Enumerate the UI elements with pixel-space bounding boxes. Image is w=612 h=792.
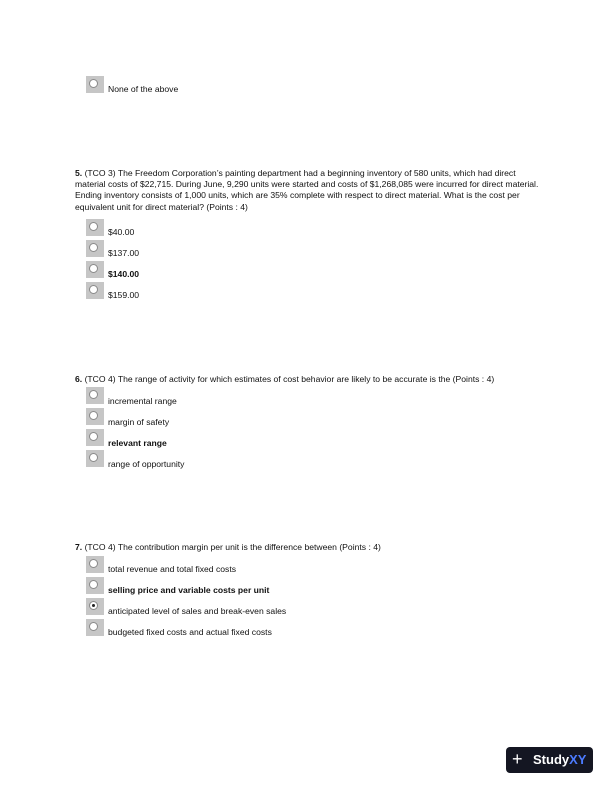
question-7 xyxy=(75,542,540,553)
logo-text xyxy=(533,753,586,767)
option-label: $159.00 xyxy=(108,290,140,300)
question-text: (TCO 3) The Freedom Corporation’s painting department had a beginning inventory of 580 units, which had direct material costs of $22,715. During June, 9,290 units were started and costs of $1,268,085 were incurred for direct material. Ending inventory consists of 1,000 units, which are 35% complete with respect to direct material. What is the cost per equivalent unit for direct material? (Points : 4) xyxy=(75,168,539,212)
question-number: 5. xyxy=(75,168,83,178)
question-text: (TCO 4) The range of activity for which estimates of cost behavior are likely to be accurate is the (Points : 4) xyxy=(84,374,495,384)
option-label: relevant range xyxy=(108,438,167,448)
radio-circle-icon xyxy=(89,222,98,231)
radio-button[interactable] xyxy=(86,261,104,278)
option-label: $40.00 xyxy=(108,227,135,237)
logo-text-xy: XY xyxy=(569,752,587,767)
radio-circle-icon xyxy=(89,390,98,399)
radio-button[interactable] xyxy=(86,429,104,446)
option-label: margin of safety xyxy=(108,417,170,427)
radio-circle-icon xyxy=(89,79,98,88)
option-label: None of the above xyxy=(108,84,179,94)
radio-circle-icon xyxy=(89,432,98,441)
radio-button[interactable] xyxy=(86,598,104,615)
radio-button[interactable] xyxy=(86,556,104,573)
question-6 xyxy=(75,374,540,385)
radio-button[interactable] xyxy=(86,219,104,236)
radio-button[interactable] xyxy=(86,240,104,257)
radio-selected-icon xyxy=(89,601,98,610)
radio-circle-icon xyxy=(89,243,98,252)
radio-circle-icon xyxy=(89,411,98,420)
option-label: range of opportunity xyxy=(108,459,185,469)
question-5 xyxy=(75,168,540,213)
studyxy-logo xyxy=(506,747,593,773)
radio-button[interactable] xyxy=(86,282,104,299)
radio-circle-icon xyxy=(89,559,98,568)
radio-button[interactable] xyxy=(86,450,104,467)
option-label: incremental range xyxy=(108,396,177,406)
option-label: $140.00 xyxy=(108,269,140,279)
radio-circle-icon xyxy=(89,264,98,273)
option-label: anticipated level of sales and break-even sales xyxy=(108,606,287,616)
radio-circle-icon xyxy=(89,580,98,589)
radio-circle-icon xyxy=(89,453,98,462)
option-label: budgeted fixed costs and actual fixed costs xyxy=(108,627,272,637)
option-label: $137.00 xyxy=(108,248,140,258)
radio-button[interactable] xyxy=(86,577,104,594)
radio-circle-icon xyxy=(89,285,98,294)
logo-text-study: Study xyxy=(533,752,570,767)
question-number: 7. xyxy=(75,542,83,552)
option-label: selling price and variable costs per unit xyxy=(108,585,270,595)
question-number: 6. xyxy=(75,374,83,384)
radio-button[interactable] xyxy=(86,619,104,636)
radio-button[interactable] xyxy=(86,76,104,93)
radio-button[interactable] xyxy=(86,387,104,404)
radio-circle-icon xyxy=(89,622,98,631)
plus-icon: + xyxy=(512,749,523,769)
question-text: (TCO 4) The contribution margin per unit is the difference between (Points : 4) xyxy=(84,542,381,552)
radio-button[interactable] xyxy=(86,408,104,425)
option-label: total revenue and total fixed costs xyxy=(108,564,237,574)
